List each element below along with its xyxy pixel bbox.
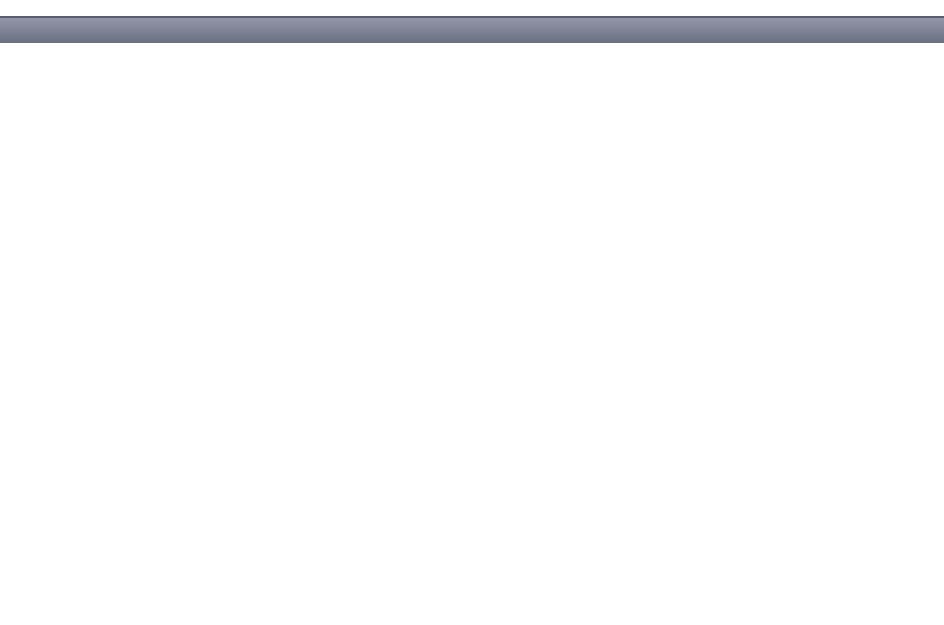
section-gap bbox=[0, 0, 944, 16]
mapping-table-header bbox=[0, 16, 944, 43]
